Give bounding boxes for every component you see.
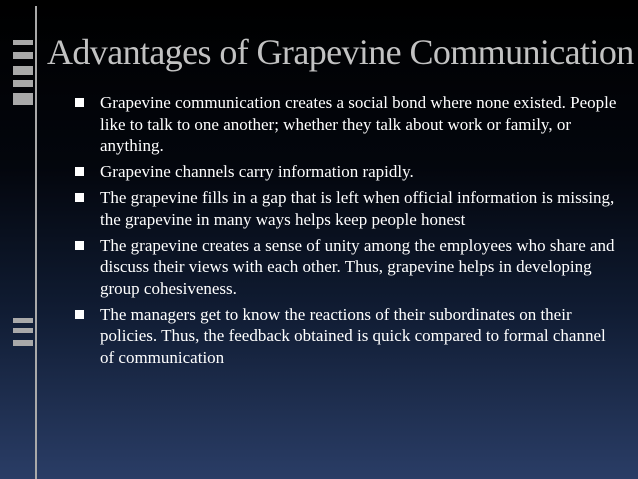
slide-title: Advantages of Grapevine Communication	[47, 32, 634, 72]
list-item	[73, 92, 618, 157]
stacked-bars-decoration-bottom	[13, 318, 33, 358]
bullet-text: The managers get to know the reactions of their subordinates on their policies. Thus, the feedback obtained is quick compared to formal channel of communication	[100, 304, 606, 367]
bullet-text: Grapevine channels carry information rapidly.	[100, 162, 414, 181]
bullet-text: Grapevine communication creates a social bond where none existed. People like to talk to one another; whether they talk about work or family, or anything.	[100, 93, 617, 155]
list-item	[73, 161, 618, 183]
square-bullet-icon	[75, 193, 84, 202]
square-bullet-icon	[75, 98, 84, 107]
square-bullet-icon	[75, 241, 84, 250]
square-bullet-icon	[75, 167, 84, 176]
list-item	[73, 187, 618, 230]
bullet-text: The grapevine fills in a gap that is left when official information is missing, the grapevine in many ways helps keep people honest	[100, 188, 615, 229]
bullet-text: The grapevine creates a sense of unity among the employees who share and discuss their views with each other. Thus, grapevine helps in developing group cohesiveness.	[100, 235, 615, 298]
stacked-bars-decoration-top	[13, 40, 33, 115]
list-item	[73, 304, 618, 369]
vertical-rule	[35, 6, 37, 479]
list-item	[73, 235, 618, 300]
square-bullet-icon	[75, 310, 84, 319]
bullet-list	[73, 92, 618, 373]
